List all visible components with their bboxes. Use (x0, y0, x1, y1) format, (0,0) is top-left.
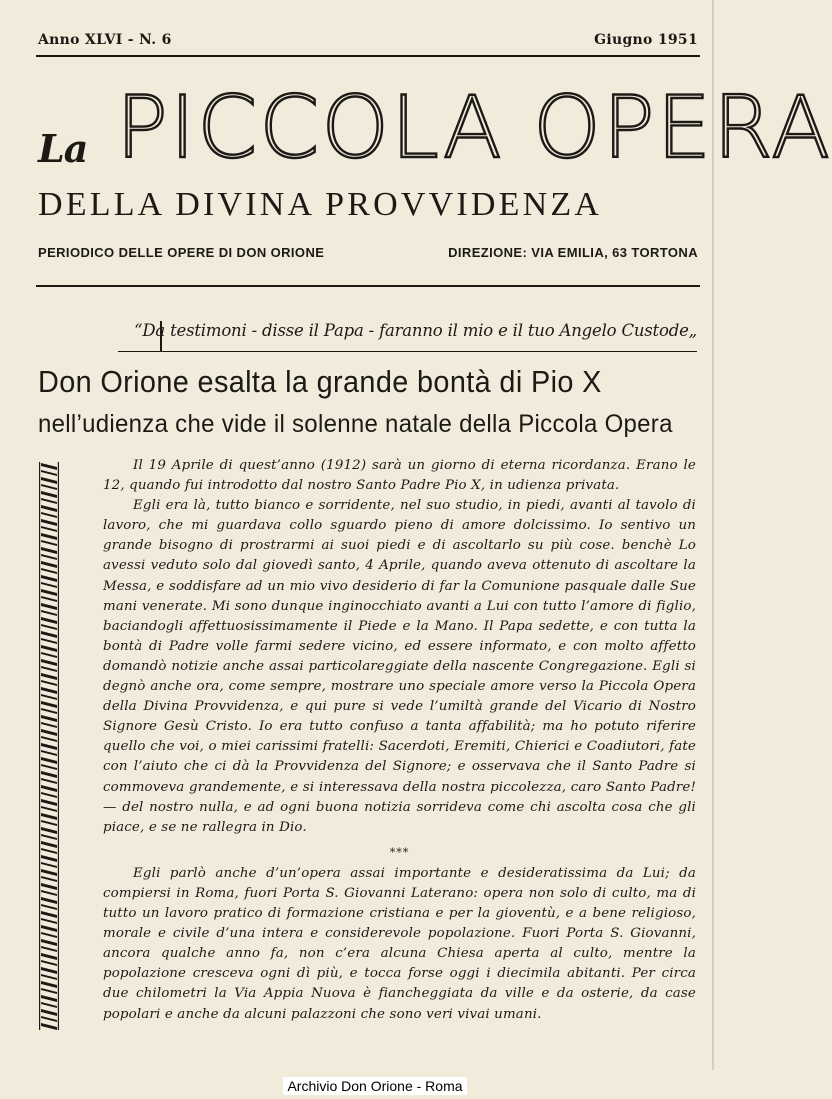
issue-line (38, 32, 698, 48)
article-headline: Don Orione esalta la grande bontà di Pio X (38, 364, 602, 399)
masthead-prefix: La (38, 126, 88, 171)
middle-rule (36, 285, 700, 287)
archive-footer (0, 1078, 750, 1094)
article-subheadline: nell’udienza che vide il solenne natale della Piccola Opera (38, 410, 673, 438)
masthead-title: PICCOLA OPERA (116, 78, 832, 178)
periodical-label: PERIODICO DELLE OPERE DI DON ORIONE (38, 245, 325, 260)
scan-edge-shadow (712, 0, 714, 1070)
masthead-subtitle: DELLA DIVINA PROVVIDENZA (38, 186, 603, 223)
archive-credit: Archivio Don Orione - Roma (283, 1077, 466, 1095)
section-separator: *** (389, 845, 410, 859)
paragraph-1: Il 19 Aprile di quest’anno (1912) sarà un giorno di eterna ricordanza. Erano le 12, quando fui introdotto dal nostro Santo Padre Pio X, in udienza privata. (103, 458, 696, 494)
top-rule (36, 55, 700, 57)
braided-border-ornament (39, 462, 59, 1030)
issue-number: Anno XLVI - N. 6 (38, 32, 172, 48)
papal-quote: “Da testimoni - disse il Papa - faranno il mio e il tuo Angelo Custode„ (134, 321, 697, 340)
address-label: DIREZIONE: VIA EMILIA, 63 TORTONA (448, 245, 698, 260)
article-body (103, 456, 696, 1025)
masthead (36, 78, 832, 182)
issue-date: Giugno 1951 (594, 32, 698, 48)
quote-box (118, 317, 697, 352)
paragraph-2: Egli era là, tutto bianco e sorridente, nel suo studio, in piedi, avanti al tavolo di lavoro, che mi guardava collo sguardo pieno di amore dolcissimo. Io sentivo un grande bisogno di prostrarmi ai suoi piedi e di ascoltarlo su più cose. benchè Lo avessi veduto solo dal giovedì santo, 4 Aprile, quando aveva ottenuto di ascoltare la Messa, e soddisfare ad un mio vivo desiderio di far la Comunione pasquale dalle Sue mani venerate. Mi sono dunque inginocchiato avanti a Lui con tutto l’amore di figlio, baciandogli affettuosissimamente il Piede e la Mano. Il Papa sedette, e con tutta la bontà di Padre volle farmi sedere vicino, ed essere informato, e con molto affetto domandò notizie anche assai particolareggiate della nascente Congregazione. Egli si degnò anche ora, come sempre, mostrare uno speciale amore verso la Piccola Opera della Divina Provvidenza, e qui pure si vede l’umiltà grande del Vicario di Nostro Signore Gesù Cristo. Io era tutto confuso a tanta affabilità; ma ho potuto riferire quello che voi, o miei carissimi fratelli: Sacerdoti, Eremiti, Chierici e Coadiutori, fate con l’aiuto che ci dà la Provvidenza del Signore; e osservava che il Santo Padre si commoveva grandemente, e si interessava della nostra piccolezza, caro Santo Padre! — del nostro nulla, e ad ogni buona notizia sorrideva come chi ascolta cosa che gli piace, e se ne rallegra in Dio. (103, 498, 696, 835)
paragraph-3: Egli parlò anche d’un’opera assai importante e desideratissima da Lui; da compiersi in Roma, fuori Porta S. Giovanni Laterano: opera non solo di culto, ma di tutto un lavoro pratico di formazione cristiana e per la gioventù, e a bene religioso, morale e civile d’una intera e considerevole popolazione. Fuori Porta S. Giovanni, ancora qualche anno fa, non c’era alcuna Chiesa aperta al culto, mentre la popolazione cresceva ogni dì più, e tocca forse oggi i diecimila abitanti. Per circa due chilometri la Via Appia Nuova è fiancheggiata da ville e da osterie, da case popolari e anche da alcuni palazzoni che sono veri vivai umani. (103, 865, 696, 1022)
info-line (38, 245, 698, 260)
